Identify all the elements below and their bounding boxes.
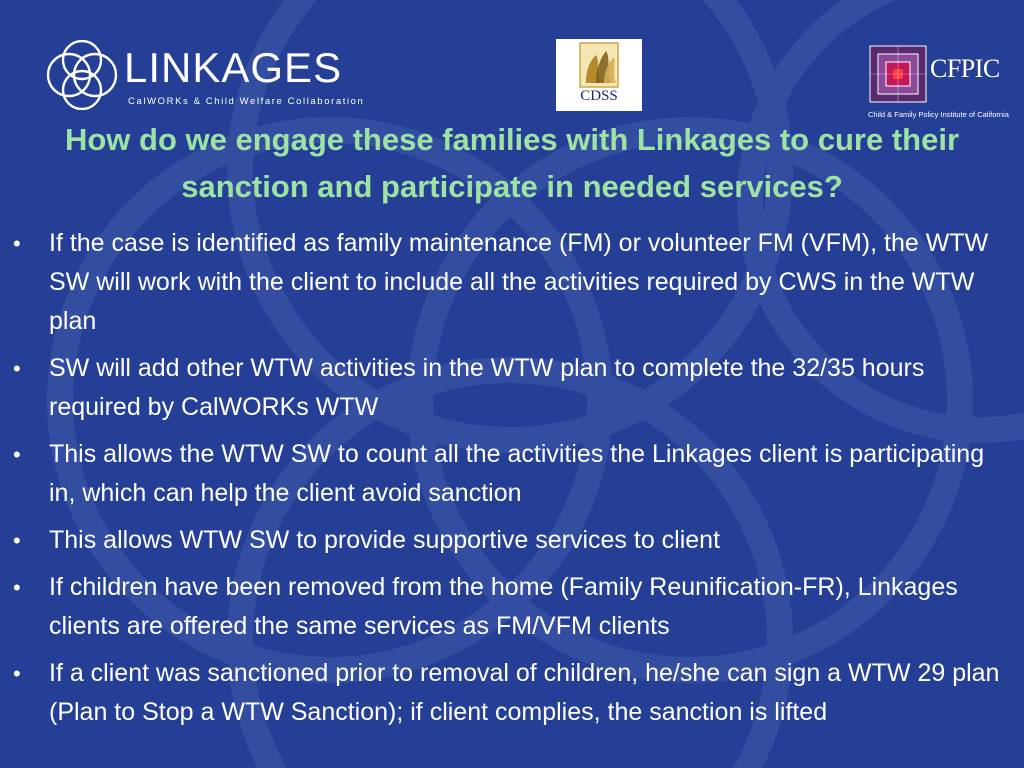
linkages-logo [44, 40, 364, 112]
bullet-dot: • [13, 442, 21, 467]
cdss-faces-icon [556, 39, 642, 91]
bullet-dot: • [13, 575, 21, 600]
bullet-item [0, 654, 1024, 732]
bullet-text: SW will add other WTW activities in the WTW plan to complete the 32/35 hours required by CalWORKs WTW [49, 354, 925, 421]
bullet-item [0, 568, 1024, 646]
bullet-list [0, 224, 1024, 740]
bullet-dot: • [13, 528, 21, 553]
slide-title: How do we engage these families with Linkages to cure their sanction and participate in needed services? [64, 122, 960, 204]
linkages-tagline: CalWORKs & Child Welfare Collaboration [128, 96, 365, 107]
bullet-text: If a client was sanctioned prior to removal of children, he/she can sign a WTW 29 plan (Plan to Stop a WTW Sanction); if client complies, the sanction is lifted [49, 659, 1000, 726]
bullet-text: If the case is identified as family maintenance (FM) or volunteer FM (VFM), the WTW SW will work with the client to include all the activities required by CWS in the WTW plan [49, 229, 989, 335]
linkages-rings-icon [44, 40, 120, 110]
bullet-dot: • [13, 661, 21, 686]
bullet-item [0, 435, 1024, 513]
bullet-text: This allows WTW SW to provide supportive services to client [49, 526, 721, 554]
bullet-dot: • [13, 231, 21, 256]
cdss-text: CDSS [580, 88, 618, 104]
bullet-dot: • [13, 356, 21, 381]
linkages-wordmark: LINKAGES [124, 44, 343, 91]
cfpic-acronym: CFPIC [930, 54, 1000, 83]
bullet-text: If children have been removed from the home (Family Reunification-FR), Linkages clients are offered the same services as FM/VFM clients [49, 573, 958, 640]
bullet-item [0, 224, 1024, 341]
cdss-logo [556, 39, 642, 111]
cfpic-squares-icon [868, 44, 928, 104]
bullet-text: This allows the WTW SW to count all the activities the Linkages client is participating in, which can help the client avoid sanction [49, 440, 985, 507]
cfpic-subtitle: Child & Family Policy Institute of California [868, 110, 1009, 119]
cfpic-logo [868, 44, 1009, 120]
bullet-item [0, 521, 1024, 560]
bullet-item [0, 349, 1024, 427]
